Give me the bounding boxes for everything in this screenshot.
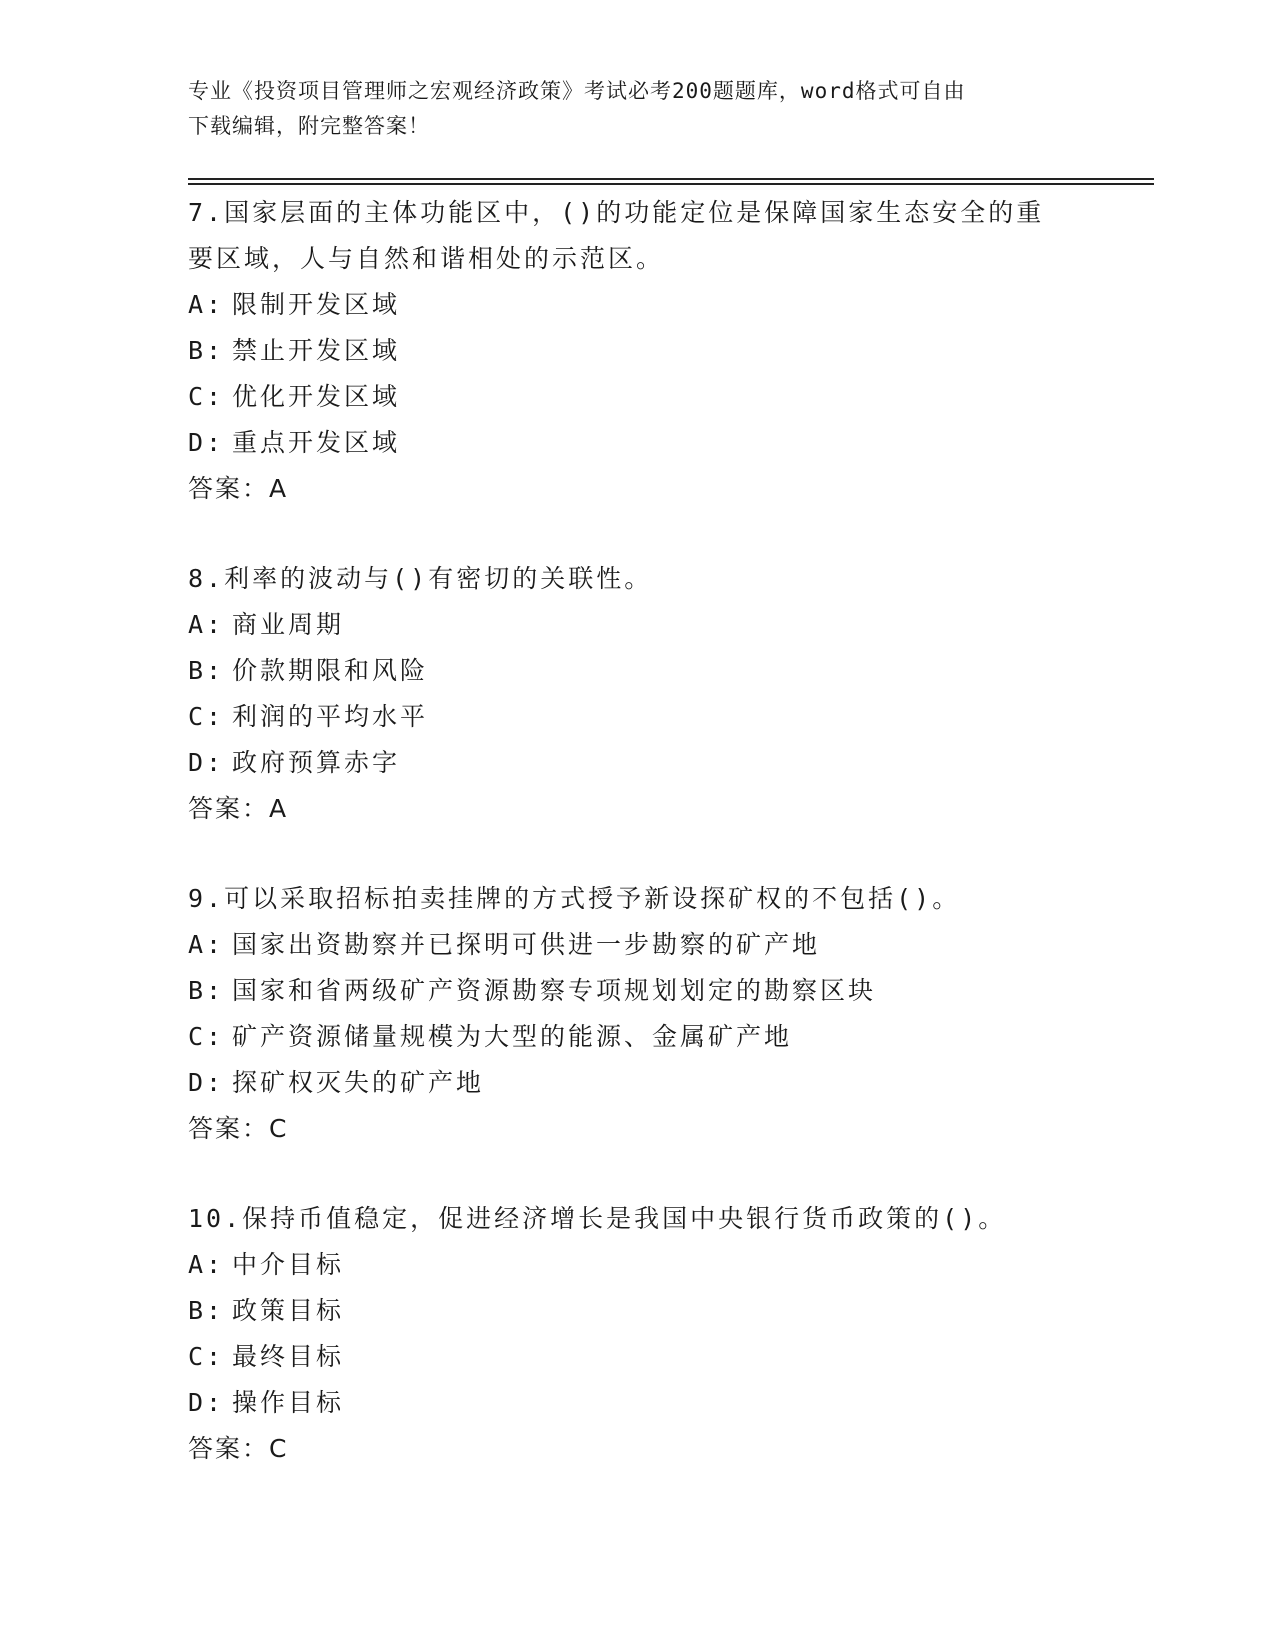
option-letter: A: bbox=[188, 1250, 225, 1279]
option-text: 利润的平均水平 bbox=[232, 702, 429, 731]
header-divider-top bbox=[188, 178, 1154, 180]
option-d bbox=[188, 420, 1088, 466]
option-text: 最终目标 bbox=[232, 1342, 345, 1371]
option-b bbox=[188, 328, 1088, 374]
option-a bbox=[188, 922, 1088, 968]
question-block bbox=[188, 556, 1088, 832]
option-d bbox=[188, 1060, 1088, 1106]
option-letter: A: bbox=[188, 610, 225, 639]
option-letter: D: bbox=[188, 428, 225, 457]
option-letter: B: bbox=[188, 336, 225, 365]
option-text: 政策目标 bbox=[232, 1296, 345, 1325]
option-d bbox=[188, 740, 1088, 786]
option-c bbox=[188, 374, 1088, 420]
header-line-2: 下载编辑，附完整答案！ bbox=[188, 114, 430, 138]
question-stem: 8.利率的波动与()有密切的关联性。 bbox=[188, 564, 653, 593]
option-text: 矿产资源储量规模为大型的能源、金属矿产地 bbox=[232, 1022, 793, 1051]
option-text: 重点开发区域 bbox=[232, 428, 401, 457]
header-divider-bottom bbox=[188, 183, 1154, 185]
question-stem: 9.可以采取招标拍卖挂牌的方式授予新设探矿权的不包括()。 bbox=[188, 884, 961, 913]
option-d bbox=[188, 1380, 1088, 1426]
option-a bbox=[188, 602, 1088, 648]
question-block bbox=[188, 1196, 1088, 1472]
option-c bbox=[188, 694, 1088, 740]
option-letter: D: bbox=[188, 1068, 225, 1097]
question-block bbox=[188, 190, 1088, 512]
option-text: 操作目标 bbox=[232, 1388, 345, 1417]
option-letter: B: bbox=[188, 1296, 225, 1325]
option-text: 优化开发区域 bbox=[232, 382, 401, 411]
option-letter: D: bbox=[188, 1388, 225, 1417]
answer-line: 答案：C bbox=[188, 1114, 289, 1143]
option-text: 探矿权灭失的矿产地 bbox=[232, 1068, 485, 1097]
option-text: 国家出资勘察并已探明可供进一步勘察的矿产地 bbox=[232, 930, 821, 959]
option-letter: C: bbox=[188, 702, 225, 731]
answer-line: 答案：C bbox=[188, 1434, 289, 1463]
option-b bbox=[188, 968, 1088, 1014]
option-text: 禁止开发区域 bbox=[232, 336, 401, 365]
option-letter: C: bbox=[188, 1342, 225, 1371]
document-header bbox=[188, 74, 1068, 144]
question-block bbox=[188, 876, 1088, 1152]
option-text: 政府预算赤字 bbox=[232, 748, 401, 777]
option-letter: B: bbox=[188, 976, 225, 1005]
option-text: 国家和省两级矿产资源勘察专项规划划定的勘察区块 bbox=[232, 976, 877, 1005]
option-c bbox=[188, 1014, 1088, 1060]
option-letter: A: bbox=[188, 930, 225, 959]
option-text: 价款期限和风险 bbox=[232, 656, 429, 685]
option-text: 限制开发区域 bbox=[232, 290, 401, 319]
option-text: 中介目标 bbox=[232, 1250, 345, 1279]
option-c bbox=[188, 1334, 1088, 1380]
answer-line: 答案：A bbox=[188, 474, 289, 503]
option-letter: A: bbox=[188, 290, 225, 319]
question-stem: 7.国家层面的主体功能区中，()的功能定位是保障国家生态安全的重 bbox=[188, 198, 1045, 227]
option-text: 商业周期 bbox=[232, 610, 345, 639]
option-letter: C: bbox=[188, 1022, 225, 1051]
option-letter: B: bbox=[188, 656, 225, 685]
option-letter: C: bbox=[188, 382, 225, 411]
header-line-1: 专业《投资项目管理师之宏观经济政策》考试必考200题题库，word格式可自由 bbox=[188, 79, 966, 103]
question-stem-continued: 要区域，人与自然和谐相处的示范区。 bbox=[188, 244, 665, 273]
option-b bbox=[188, 1288, 1088, 1334]
option-a bbox=[188, 282, 1088, 328]
option-letter: D: bbox=[188, 748, 225, 777]
question-stem: 10.保持币值稳定，促进经济增长是我国中央银行货币政策的()。 bbox=[188, 1204, 1007, 1233]
answer-line: 答案：A bbox=[188, 794, 289, 823]
option-b bbox=[188, 648, 1088, 694]
option-a bbox=[188, 1242, 1088, 1288]
